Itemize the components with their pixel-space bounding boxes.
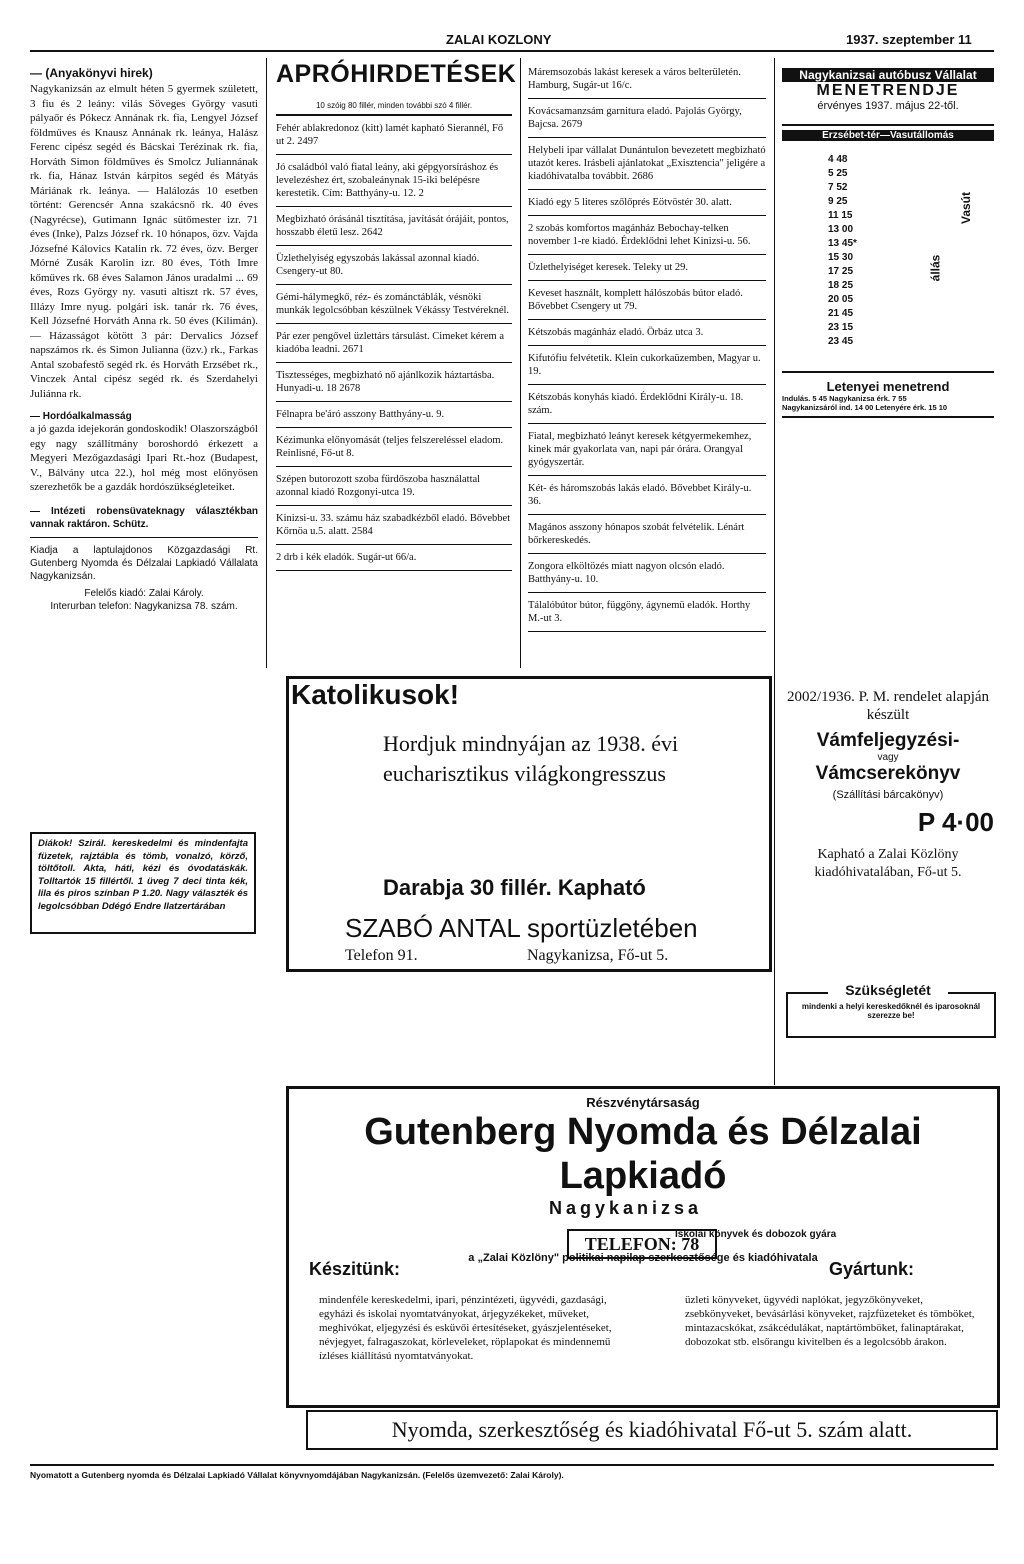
classified-ad: Fehér ablakredonoz (kitt) lamét kapható Sierannél, Fő ut 2. 2497 xyxy=(276,123,504,147)
imprint-publisher: Kiadja a laptulajdonos Közgazdasági Rt. Gutenberg Nyomda és Délzalai Lapkiadó Vállalata Nagykanizsán. xyxy=(30,544,258,582)
gut-gyart-title: Gyártunk: xyxy=(829,1259,915,1279)
gut-name: Gutenberg Nyomda és Délzalai Lapkiadó xyxy=(364,1111,922,1197)
letenye-line-1: Indulás. 5 45 Nagykanizsa érk. 7 55 xyxy=(782,394,907,403)
column-divider xyxy=(520,58,521,668)
letenye-line-2: Nagykanizsáról ind. 14 00 Letenyére érk. 15 10 xyxy=(782,403,948,412)
classified-ad: Magános asszony hónapos szobát felvételik. Lénárt bőrkereskedés. xyxy=(528,522,745,546)
bus-time: 23 45 xyxy=(828,336,854,347)
bus-time: 4 48 xyxy=(828,154,848,165)
bus-time: 20 05 xyxy=(828,294,854,305)
apro-list xyxy=(276,122,512,571)
classified-ad: Kovácsamanzsám garnitura eladó. Pajolás György, Bajcsa. 2679 xyxy=(528,106,742,130)
bus-times xyxy=(828,153,857,349)
letenye-title: Letenyei menetrend xyxy=(826,379,950,394)
header-rule xyxy=(30,50,994,52)
classified-ad: Fiatal, megbizható leányt keresek kétgyermekemhez, kinek már gyakorlata van, napi pár órára. Orangyal gyógyszertár. xyxy=(528,431,752,468)
diakok-ad xyxy=(30,832,256,934)
bus-time: 21 45 xyxy=(828,308,854,319)
column-divider xyxy=(774,58,775,1085)
gut-rt: Részvénytársaság xyxy=(586,1095,700,1110)
kat-shop: SZABÓ ANTAL sportüzletében xyxy=(345,913,698,943)
bus-route: Erzsébet-tér—Vasutállomás xyxy=(782,130,994,141)
classified-ad: Kiadó egy 5 literes szőlőprés Eötvöstér 30. alatt. xyxy=(528,197,732,208)
classified-ad: Szépen butorozott szoba fürdőszoba használattal azonnal kiadó Rozgonyi-utca 19. xyxy=(276,474,481,498)
bus-title: MENETRENDJE xyxy=(816,82,960,99)
footer-imprint: Nyomatott a Gutenberg nyomda és Délzalai Lapkiadó Vállalat könyvnyomdájában Nagykanizsán. (Felelős üzemvezető: Zalai Károly). xyxy=(30,1470,564,1480)
footer-rule xyxy=(30,1464,994,1466)
kat-line-1: Hordjuk mindnyájan az 1938. évi xyxy=(383,731,679,756)
vam-decree: 2002/1936. P. M. rendelet alapján készült xyxy=(786,689,990,723)
classified-ad: Keveset használt, komplett hálószobás bútor eladó. Bővebbet Csengery ut 79. xyxy=(528,288,743,312)
column-2 xyxy=(276,60,517,577)
szukseglet-title: Szükségletét xyxy=(828,982,948,998)
address-box xyxy=(306,1410,998,1450)
vam-sub: (Szállítási bárcakönyv) xyxy=(832,789,944,801)
bus-side-label: állás xyxy=(928,254,943,282)
bus-time: 11 15 xyxy=(828,210,853,221)
szukseglet-ad xyxy=(786,982,996,1038)
column-3 xyxy=(528,66,766,638)
kat-price: Darabja 30 fillér. Kapható xyxy=(383,875,646,900)
classified-ad: Tálalóbútor bútor, függöny, ágynemü eladók. Horthy M.-ut 3. xyxy=(528,600,751,624)
gut-city: Nagykanizsa xyxy=(549,1198,703,1218)
kat-line-2: eucharisztikus világkongresszus xyxy=(383,761,666,786)
column-divider xyxy=(266,58,267,668)
imprint-editor: Felelős kiadó: Zalai Károly. xyxy=(84,587,204,599)
bus-time: 13 00 xyxy=(828,224,854,235)
gut-lap: a „Zalai Közlöny" politikai napilap szerkesztősége és kiadóhivatala xyxy=(468,1252,818,1264)
classified-ad: Kétszobás magánház eladó. Örbáz utca 3. xyxy=(528,327,704,338)
bus-time: 7 52 xyxy=(828,182,848,193)
hordo-text: a jó gazda idejekorán gondoskodik! Olaszországból egy nagy szállítmány boroshordó érkezett a Megyeri Mezőgazdasági Ipari Rt.-hoz (Budapest, V., Bálvány utca 22.), hol még most előnyösen szerezhetők be a gazdák hordószükségleteiket. xyxy=(30,423,258,493)
classified-ad: Üzlethelyiség egyszobás lakással azonnal kiadó. Csengery-ut 80. xyxy=(276,253,480,277)
szukseglet-text: mindenki a helyi kereskedőknél és iparosoknál szerezze be! xyxy=(801,1002,981,1020)
classified-ad: Jó családból való fiatal leány, aki gépgyorsíráshoz és levelezéshez ért, szobaleánynak 15-iki belépésre kerestetik. Cím: Batthyány-u. 12. 2 xyxy=(276,162,499,199)
kat-phone: Telefon 91. xyxy=(345,947,418,964)
classified-ad: Gémi-hálymegkő, réz- és zománctáblák, vésnöki munkák legolcsóbban készülnek Vékássy Testvéreknél. xyxy=(276,292,510,316)
gut-keszit-title: Készitünk: xyxy=(309,1259,401,1279)
apro-rate: 10 szóig 80 fillér, minden további szó 4 fillér. xyxy=(315,101,473,110)
anyakonyv-title: — (Anyakönyvi hirek) xyxy=(30,66,153,80)
kat-title: Katolikusok! xyxy=(291,679,460,710)
classified-ad: Pár ezer pengővel üzlettárs társulást. Cimeket kérem a kiadóba leadni. 2671 xyxy=(276,331,504,355)
classified-ad: Máremsozobás lakást keresek a város belterületén. Hamburg, Sugár-ut 16/c. xyxy=(528,67,741,91)
vam-ad xyxy=(782,688,994,882)
apro-title: APRÓHIRDETÉSEK xyxy=(276,60,517,88)
bus-company: Nagykanizsai autóbusz Vállalat xyxy=(782,68,994,82)
diakok-text: Diákok! Szirál. kereskedelmi és mindenfajta füzetek, rajztábla és tömb, vonalzó, körző, töltőtoll. Akta, háti, kézi és óvodatáskák. Tolltartók 15 fillértől. 1 üveg 7 deci tinta kék, lila és piros színban P 1.20. Nagy választék és legolcsóbban Ddégó Endre Ilatzertárában xyxy=(38,838,248,912)
gut-iskolai: Iskolai könyvek és dobozok gyára xyxy=(675,1229,837,1240)
gut-gyart-text: üzleti könyveket, ügyvédi naplókat, jegyzőkönyveket, zsebkönyveket, bevásárlási könyveket, rajzfüzeteket és tömböket, mintazacskókat, zsákcédulákat, naptártömböket, falinaptárakat, dobozokat stb. elsőrangu kivitelben és a legolcsóbb árakon. xyxy=(685,1294,975,1348)
bus-valid: érvényes 1937. május 22-től. xyxy=(817,100,959,112)
column-1 xyxy=(30,66,258,613)
kat-address: Nagykanizsa, Fő-ut 5. xyxy=(527,947,669,964)
apro-list-2 xyxy=(528,66,766,632)
column-4 xyxy=(782,68,994,418)
bus-time: 17 25 xyxy=(828,266,854,277)
classified-ad: 2 drb i kék eladók. Sugár-ut 66/a. xyxy=(276,552,417,563)
classified-ad: Üzlethelyiséget keresek. Teleky ut 29. xyxy=(528,262,689,273)
classified-ad: Két- és háromszobás lakás eladó. Bővebbet Király-u. 36. xyxy=(528,483,752,507)
bus-side-label-2: Vasút xyxy=(959,191,974,225)
anyakonyv-text: Nagykanizsán az elmult héten 5 gyermek született, 3 fiu és 2 leány: vilás Söveges György vasuti pályaőr és Pókecz Annának rk. fia, Lengyel József földműves és Knausz Annának rk. leánya, Halász Ferenc cipész segéd és Bácskai Terézinak rk. fia, Horváth Simon földműves és Smolcz Juliannának rk. fia, Hánaz István kárpitos segéd és Mátyás Máriának rk. leánya. — Halálozás 10 esetben történt: Gerencsér Anna szakácsnő rk. 40 éves (Nagyrécse), Gutimann Ignác sütőmester izr. 71 éves (Inke), Palzs József rk. 10 hónapos, özv. Vajda Józsefné Kálovics Katalin rk. 72 éves, özv. Berger Mórné Zusák Karolin izr. 80 éves, Tóth Imre kőműves rk. 68 éves Salamon János uradalmi ... 69 éves, Rozs György ny. vasuti altiszt rk. 57 éves, Illázy Imre nyug. polgári isk. tanár rk. 76 éves, Kell Józsefné Horváth Anna rk. 50 éves (Kilimán). — Házasságot kötött 3 pár: Dervalics József napszámos rk. és Simon Julianna (özv.) rk., Farkas Antal szobafestő segéd rk. és Horváth Erzsébet rk., Vinczek Antal cipész segéd rk. és Szerdahelyi Juliánna rk. xyxy=(30,83,258,400)
bus-time: 9 25 xyxy=(828,196,848,207)
issue-date: 1937. szeptember 11 xyxy=(846,32,972,47)
imprint-phone: Interurban telefon: Nagykanizsa 78. szám. xyxy=(50,600,238,612)
classified-ad: Félnapra be'áró asszony Batthyány-u. 9. xyxy=(276,409,445,420)
katolikus-ad xyxy=(286,676,772,972)
address-text: Nyomda, szerkesztőség és kiadóhivatal Fő-ut 5. szám alatt. xyxy=(391,1417,913,1442)
classified-ad: 2 szobás komfortos magánház Bebochay-telken november 1-re kiadó. Érdeklődni lehet Kinizsi-u. 56. xyxy=(528,223,751,247)
bus-time: 23 15 xyxy=(828,322,854,333)
classified-ad: Zongora elköltözés miatt nagyon olcsón eladó. Batthyány-u. 10. xyxy=(528,561,725,585)
classified-ad: Kétszobás konyhás kiadó. Érdeklődni Király-u. 18. szám. xyxy=(528,392,744,416)
bus-time: 5 25 xyxy=(828,168,848,179)
bus-time: 15 30 xyxy=(828,252,854,263)
classified-ad: Helybeli ipar vállalat Dunántulon bevezetett megbizható utazót keres. Irásbeli ajánlatokat „Exisztencia" jeligére a kiadóhivatalba továbbit. 2686 xyxy=(528,145,766,182)
bus-time: 18 25 xyxy=(828,280,854,291)
vam-or: vagy xyxy=(877,752,899,763)
classified-ad: Kinizsi-u. 33. számu ház szabadkézből eladó. Bővebbet Kőrnöa u.5. alatt. 2584 xyxy=(276,513,511,537)
classified-ad: Kifutófiu felvétetik. Klein cukorkaüzemben, Magyar u. 19. xyxy=(528,353,761,377)
vam-where: Kapható a Zalai Közlöny kiadóhivatalában, Fő-ut 5. xyxy=(814,847,962,880)
gut-phone-box: TELEFON: 78 xyxy=(567,1229,717,1259)
classified-ad: Megbizható órásánál tisztítása, javítását órájáit, pontos, hosszabb életű lesz. 2642 xyxy=(276,214,509,238)
vam-title-2: Vámcserekönyv xyxy=(815,763,961,784)
vam-price: P 4·00 xyxy=(917,807,994,837)
newspaper-title: ZALAI KOZLONY xyxy=(446,32,552,47)
classified-ad: Kézimunka előnyomását (teljes felszereléssel eladom. Reinlisné, Fő-ut 8. xyxy=(276,435,504,459)
vam-title: Vámfeljegyzési- xyxy=(816,730,960,751)
classified-ad: Tisztességes, megbizható nő ajánlkozik háztartásba. Hunyadi-u. 18 2678 xyxy=(276,370,495,394)
bus-time: 13 45* xyxy=(828,238,857,249)
hordo-title: — Hordóalkalmasság xyxy=(30,411,132,422)
gutenberg-ad xyxy=(286,1086,1000,1408)
intezeti-text: — Intézeti robensüvateknagy választékban vannak raktáron. Schütz. xyxy=(30,505,258,530)
gut-keszit-text: mindenféle kereskedelmi, ipari, pénzintézeti, ügyvédi, gazdasági, egyházi és iskolai nyomtatványokat, árjegyzékeket, műveket, meghivókat, eljegyzési és esküvői értesítéseket, gyászjelentéseket, névjegyet, falragaszokat, körleveleket, röplapokat és mindennemű ízléses kiállítású nyomtatványokat. xyxy=(319,1294,612,1362)
